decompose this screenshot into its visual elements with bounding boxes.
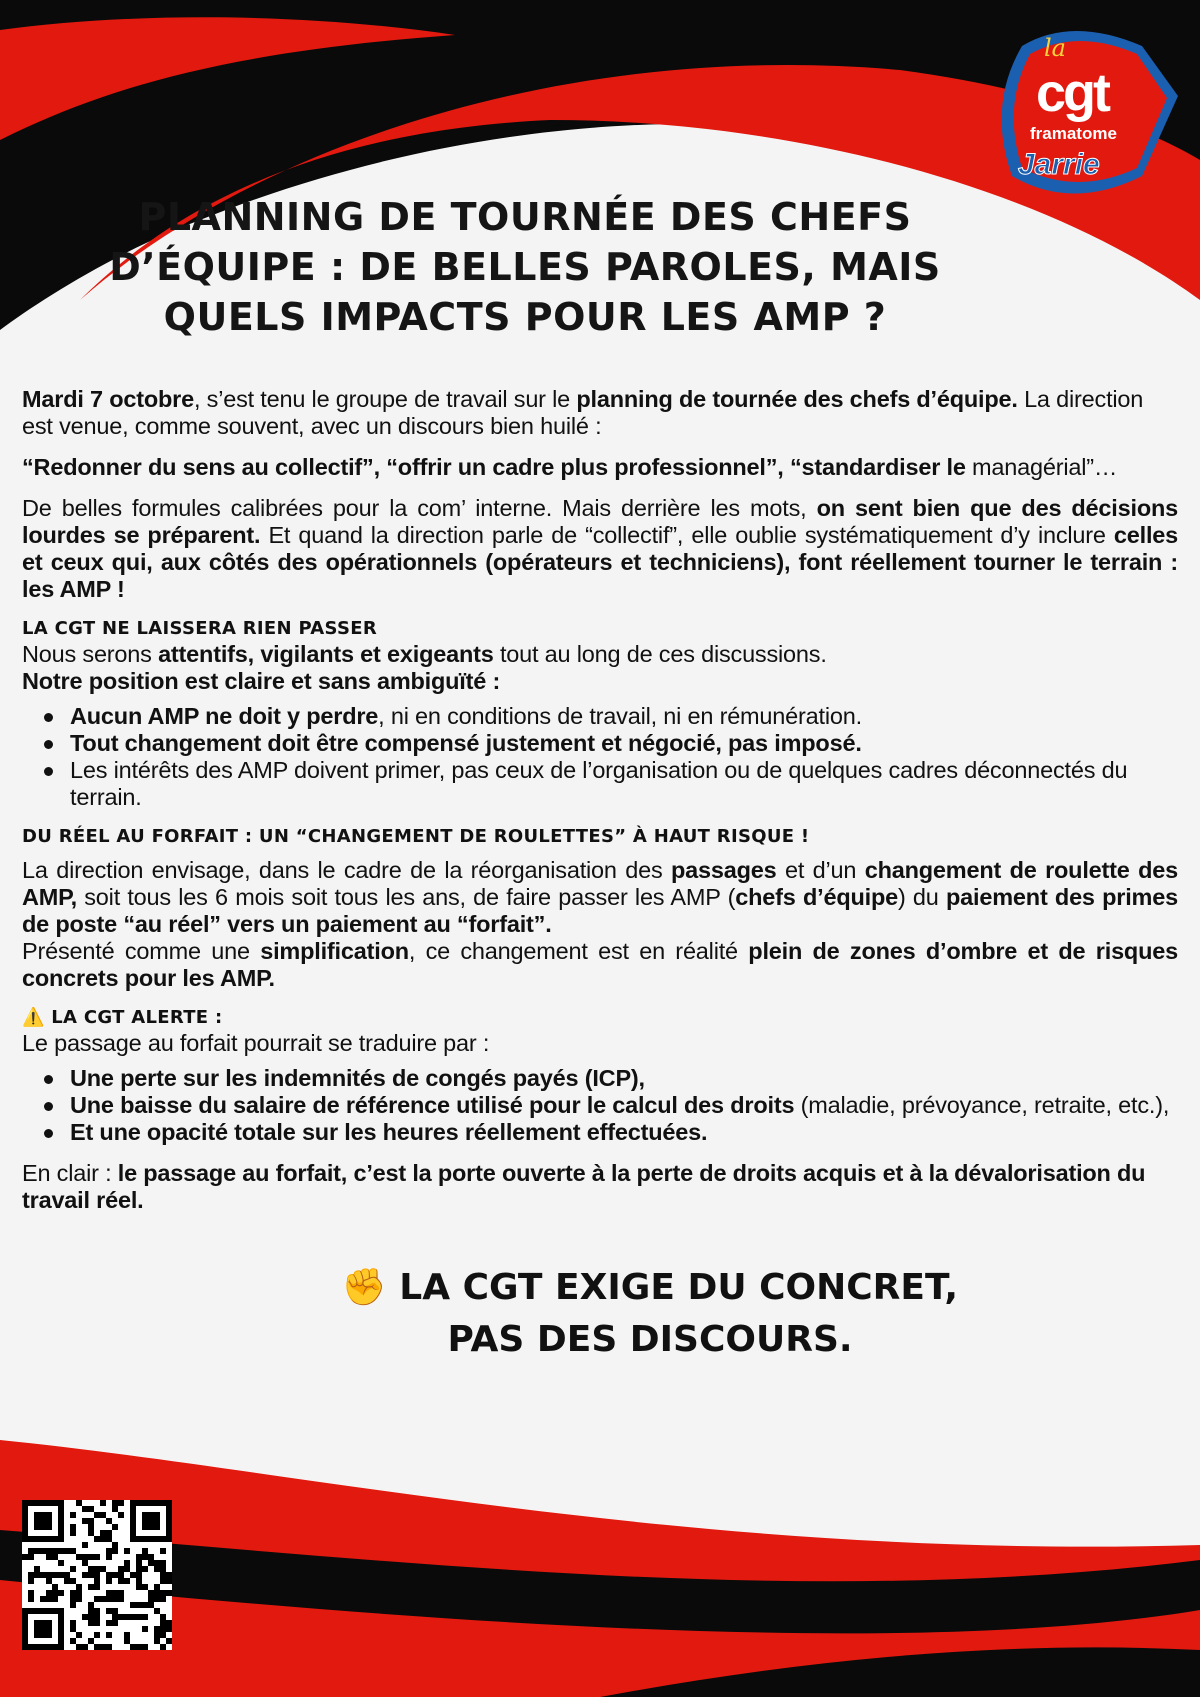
analysis-paragraph [22,495,1178,603]
text-segment: Aucun AMP ne doit y perdre [70,703,379,729]
list-item [70,1119,1178,1146]
text-segment: En clair : [22,1160,118,1186]
title-line: QUELS IMPACTS POUR LES AMP ? [163,295,887,339]
text-segment: La direction envisage, dans le cadre de la réorganisation des [22,857,671,883]
position-paragraph [22,641,1178,668]
title-line: PLANNING DE TOURNÉE DES CHEFS [138,195,912,239]
text-segment: Les intérêts des AMP doivent primer, pas ceux de l’organisation ou de quelques cadres déconnectés du terrain. [70,757,1128,810]
title-line: D’ÉQUIPE : DE BELLES PAROLES, MAIS [109,245,941,289]
text-segment: le passage au forfait, c’est la porte ouverte à la perte de droits acquis et à la dévalorisation du travail réel. [22,1160,1146,1213]
page-title [60,192,990,342]
list-item [70,1092,1178,1119]
text-segment: (maladie, prévoyance, retraite, etc.), [794,1092,1170,1118]
text-segment: De belles formules calibrées pour la com’ interne. Mais derrière les mots, [22,495,817,521]
section-heading: LA CGT NE LAISSERA RIEN PASSER [22,618,378,639]
text-segment: , s’est tenu le groupe de travail sur le [193,386,577,412]
list-item [70,703,1178,730]
intro-paragraph [22,386,1178,440]
text-segment: , ni en conditions de travail, ni en rémunération. [378,703,862,729]
cgt-framatome-jarrie-logo [992,26,1178,204]
simplification-paragraph [22,938,1178,992]
text-segment: ) du [897,884,947,910]
cta-line: PAS DES DISCOURS. [447,1319,853,1360]
logo-company: framatome [1030,124,1117,143]
text-segment: “Redonner du sens au collectif”, “offrir un cadre plus professionnel”, “standardiser le [22,454,966,480]
demands-list [22,703,1178,811]
text-segment: Mardi 7 octobre [22,386,194,412]
logo-site: Jarrie [1018,148,1100,181]
text-segment: changement de roulette des AMP, [22,857,1178,910]
risks-list [22,1065,1178,1146]
text-segment: planning de tournée des chefs d’équipe. [576,386,1018,412]
text-segment: Présenté comme une [22,938,261,964]
text-segment: soit tous les 6 mois soit tous les ans, de faire passer les AMP ( [76,884,736,910]
section-heading: DU RÉEL AU FORFAIT : UN “CHANGEMENT DE ROULETTES” À HAUT RISQUE ! [22,826,810,847]
conclusion-paragraph [22,1160,1178,1214]
logo-cgt: cgt [1036,63,1108,123]
list-item [70,1065,1178,1092]
alert-heading: ⚠️ LA CGT ALERTE : [22,1007,223,1028]
list-item [70,757,1178,811]
text-segment: et d’un [776,857,865,883]
text-segment: on sent bien que des décisions lourdes se préparent. [22,495,1178,548]
cta-line: ✊ LA CGT EXIGE DU CONCRET, [341,1267,959,1308]
text-segment: Une baisse du salaire de référence utilisé pour le calcul des droits [70,1092,795,1118]
text-segment: La direction est venue, comme souvent, avec un discours bien huilé : [22,386,1144,439]
article-body [22,386,1178,1366]
text-segment: Et une opacité totale sur les heures réellement effectuées. [70,1119,708,1145]
logo-la: la [1044,34,1066,62]
text-segment: chefs d’équipe [735,884,898,910]
alert-intro: Le passage au forfait pourrait se traduire par : [22,1030,490,1056]
list-item [70,730,1178,757]
text-segment: attentifs, vigilants et exigeants [158,641,494,667]
forfait-paragraph [22,857,1178,938]
text-segment: passages [670,857,777,883]
text-segment: tout au long de ces discussions. [493,641,827,667]
text-segment: plein de zones d’ombre et de risques concrets pour les AMP. [22,938,1178,991]
text-segment: Tout changement doit être compensé justement et négocié, pas imposé. [70,730,862,756]
text-segment: managérial”… [965,454,1118,480]
quotes-paragraph [22,454,1178,481]
position-statement: Notre position est claire et sans ambiguïté : [22,668,501,694]
text-segment: Et quand la direction parle de “collectif”, elle oublie systématiquement d’y inclure [260,522,1114,548]
text-segment: celles et ceux qui, aux côtés des opérationnels (opérateurs et techniciens), font réellement tourner le terrain : les AMP ! [22,522,1179,602]
text-segment: , ce changement est en réalité [408,938,749,964]
text-segment: paiement des primes de poste “au réel” vers un paiement au “forfait”. [22,884,1178,937]
text-segment: Une perte sur les indemnités de congés payés (ICP), [70,1065,645,1091]
text-segment: Nous serons [22,641,159,667]
text-segment: simplification [260,938,409,964]
call-to-action [300,1262,1000,1366]
qr-code[interactable] [22,1500,172,1650]
